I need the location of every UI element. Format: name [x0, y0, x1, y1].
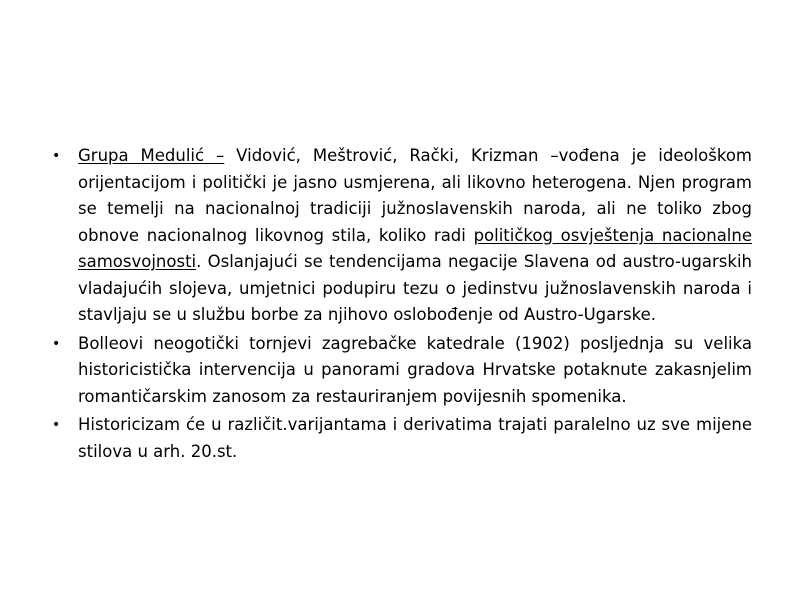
bullet-item-grupa-medulic: [50, 143, 752, 329]
grupa-medulic-heading: Grupa Medulić –: [78, 146, 225, 165]
bullet-dot-icon: •: [52, 417, 61, 433]
bullet-item-bolle: [50, 331, 752, 411]
bullet-text: Bolleovi neogotički tornjevi zagrebačke katedrale (1902) posljednja su velika historicistička intervencija u panorami gradova Hrvatske potaknute zakasnjelim romantičarskim zanosom za restauriranjem povijesnih spomenika.: [78, 333, 752, 406]
bullet-item-historicizam: [50, 412, 752, 465]
bullet-text-part: Vidović, Meštrović, Rački, Krizman –vođena je ideološkom orijentacijom i politički je jasno usmjerena, ali likovno heterogena. Njen program se temelji na nacionalnoj tradiciji južnoslavenskih naroda, ali ne toliko zbog obnove nacionalnog likovnog stila, koliko radi: [78, 146, 752, 245]
emphasis-underlined-text: političkog osvještenja nacionalne samosvojnosti: [78, 225, 752, 271]
bullet-dot-icon: •: [52, 335, 61, 352]
bullet-dot-icon: •: [52, 148, 61, 164]
bullet-list: [50, 143, 752, 467]
bullet-text-part: . Oslanjajući se tendencijama negacije Slavena od austro-ugarskih vladajućih slojeva, umjetnici podupiru tezu o jedinstvu južnoslavenskih naroda i stavljaju se u službu borbe za njihovo oslobođenje od Austro-Ugarske.: [78, 252, 752, 324]
bullet-text: Historicizam će u različit.varijantama i derivatima trajati paralelno uz sve mijene stilova u arh. 20.st.: [78, 415, 752, 461]
